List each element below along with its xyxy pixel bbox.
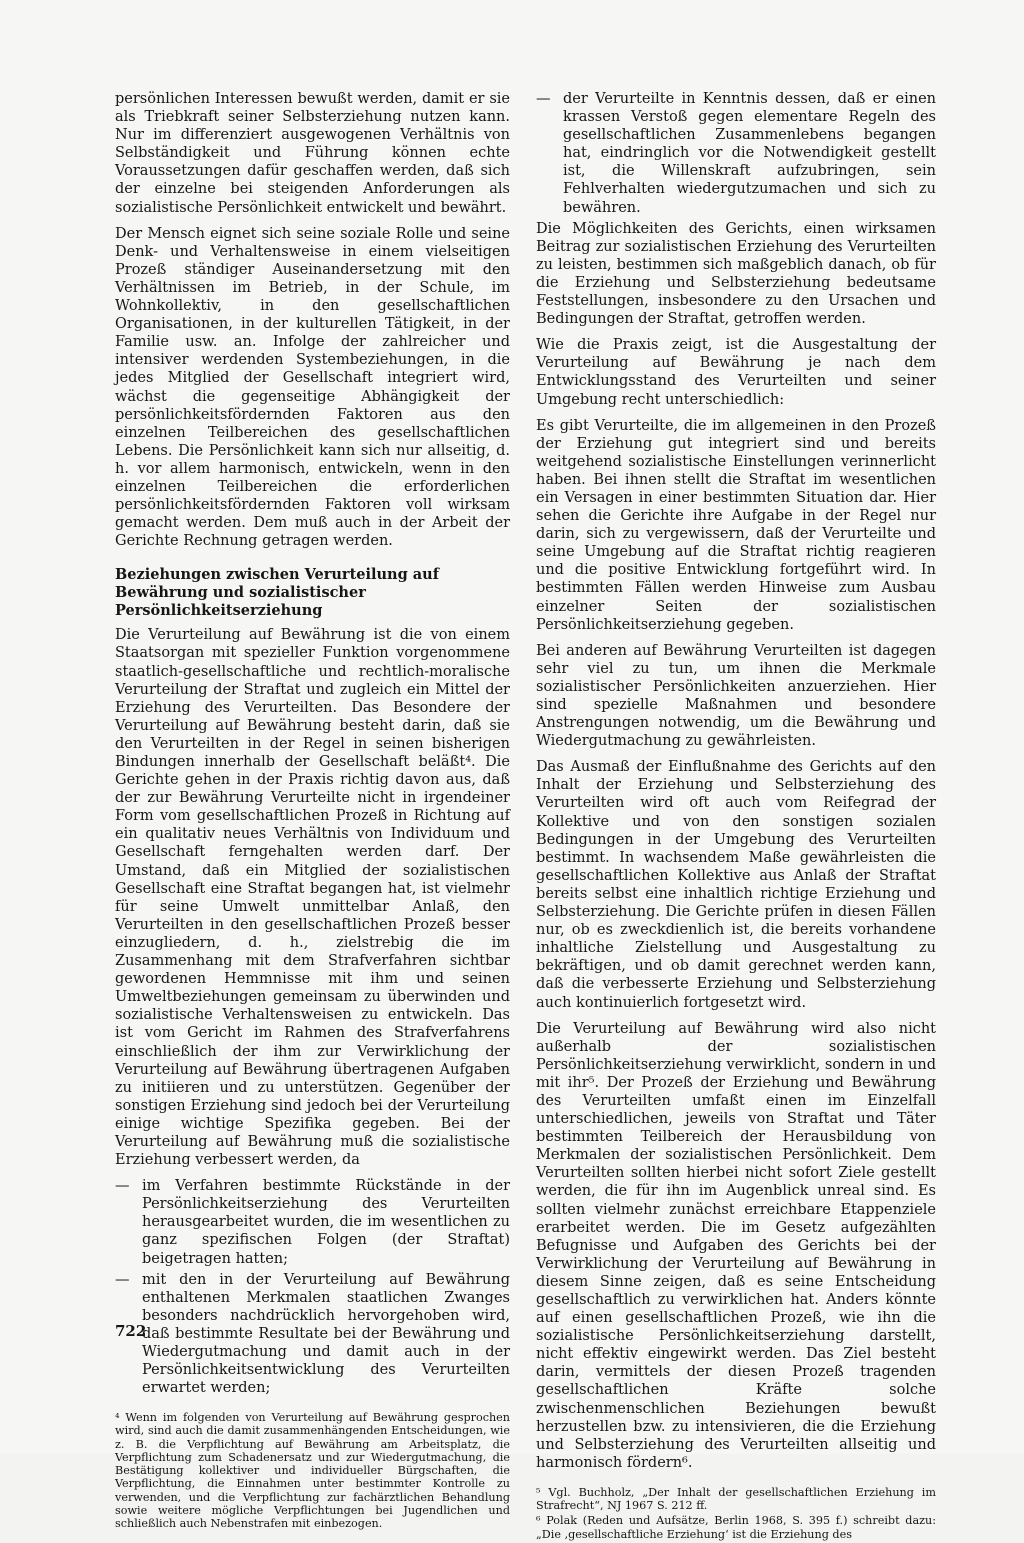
paragraph: Es gibt Verurteilte, die im allgemeinen in den Prozeß der Erziehung gut integriert sind und bereits weitgehend sozialistische Einstellungen verinnerlicht haben. Bei ihnen stellt die Straftat im wesentlichen ein Versagen in einer bestimmten Situation dar. Hier sehen die Gerichte ihre Aufgabe in der Regel nur darin, sich zu vergewissern, daß der Verurteilte und seine Umgebung auf die Straftat richtig reagieren und die positive Entwicklung fortgeführt wird. In bestimmten Fällen werden Hinweise zum Ausbau einzelner Seiten der sozialistischen Persönlichkeitserziehung gegeben.: [536, 417, 936, 633]
dash-marker: —: [115, 1178, 130, 1195]
footnote: ⁴ Wenn im folgenden von Verurteilung auf Bewährung gesprochen wird, sind auch die damit zusammenhängenden Entscheidungen, wie z. B. die Verpflichtung auf Bewährung am Arbeitsplatz, die Verpflichtung zum Schadenersatz und zur Wiedergutmachung, die Bestätigung kollektiver und individueller Bürgschaften, die Verpflichtung, die Einnahmen unter bestimmter Kontrolle zu verwenden, und die Verpflichtung zur fachärztlichen Behandlung sowie weitere mögliche Verpflichtungen bei Jugendlichen und schließlich auch Nebenstrafen mit einbezogen.: [115, 1411, 510, 1530]
footnote: ⁶ Polak (Reden und Aufsätze, Berlin 1968, S. 395 f.) schreibt dazu: „Die ‚gesellschaftliche Erziehung‘ ist die Erziehung des: [536, 1514, 936, 1541]
dash-item-text: mit den in der Verurteilung auf Bewährung enthaltenen Merkmalen staatlichen Zwanges besonders nachdrücklich hervorgehoben wird, daß bestimmte Resultate bei der Bewährung und Wiedergutmachung und damit auch in der Persönlichkeitsentwicklung des Verurteilten erwartet werden;: [142, 1271, 510, 1397]
dash-list-item: [115, 1177, 510, 1267]
paragraph: Der Mensch eignet sich seine soziale Rolle und seine Denk- und Verhaltensweise in einem vielseitigen Prozeß ständiger Auseinandersetzung mit den Verhältnissen im Betrieb, in der Schule, im Wohnkollektiv, in den gesellschaftlichen Organisationen, in der kulturellen Tätigkeit, in der Familie usw. an. Infolge der zahlreicher und intensiver werdenden Systembeziehungen, in die jedes Mitglied der Gesellschaft integriert wird, wächst die gegenseitige Abhängigkeit der persönlichkeitsfördernden Faktoren aus den einzelnen Teilbereichen des gesellschaftlichen Lebens. Die Persönlichkeit kann sich nur allseitig, d. h. vor allem harmonisch, entwickeln, wenn in den einzelnen Teilbereichen die erforderlichen persönlichkeitsfördernden Faktoren voll wirksam gemacht werden. Dem muß auch in der Arbeit der Gerichte Rechnung getragen werden.: [115, 225, 510, 550]
paragraph: Die Verurteilung auf Bewährung wird also nicht außerhalb der sozialistischen Persönlichkeitserziehung verwirklicht, sondern in und mit ihr⁵. Der Prozeß der Erziehung und Bewährung des Verurteilten umfaßt einen im Einzelfall unterschiedlichen, jeweils von Straftat und Täter bestimmten Teilbereich der Herausbildung von Merkmalen der sozialistischen Persönlichkeit. Dem Verurteilten sollten hierbei nicht sofort Ziele gestellt werden, die für ihn im Augenblick unreal sind. Es sollten vielmehr zunächst erreichbare Etappenziele erarbeitet werden. Die im Gesetz aufgezählten Befugnisse und Aufgaben des Gerichts bei der Verwirklichung der Verurteilung auf Bewährung in diesem Sinne zeigen, daß es seine Entscheidung gesellschaftlich zu verwirklichen hat. Anders könnte auf einen gesellschaftlichen Prozeß, wie ihn die sozialistische Persönlichkeitserziehung darstellt, nicht effektiv eingewirkt werden. Das Ziel besteht darin, vermittels der diesen Prozeß tragenden gesellschaftlichen Kräfte solche zwischenmenschlichen Beziehungen bewußt herzustellen bzw. zu intensivieren, die die Erziehung und Selbsterziehung des Verurteilten allseitig und harmonisch fördern⁶.: [536, 1020, 936, 1471]
section-heading: Beziehungen zwischen Verurteilung auf Bewährung und sozialistischer Persönlichkeitserziehung: [115, 566, 439, 620]
paragraph: Das Ausmaß der Einflußnahme des Gerichts auf den Inhalt der Erziehung und Selbsterziehung des Verurteilten wird oft auch vom Reifegrad der Kollektive und von den sonstigen sozialen Bedingungen in der Umgebung des Verurteilten bestimmt. In wachsendem Maße gewährleisten die gesellschaftlichen Kollektive aus Anlaß der Straftat bereits selbst eine inhaltlich richtige Erziehung und Selbsterziehung. Die Gerichte prüfen in diesen Fällen nur, ob es zweckdienlich ist, die bereits vorhandene inhaltliche Zielstellung und Ausgestaltung zu bekräftigen, und ob damit gerechnet werden kann, daß die verbesserte Erziehung und Selbsterziehung auch kontinuierlich fortgesetzt wird.: [536, 759, 936, 1011]
page-number: 722: [115, 1322, 147, 1340]
dash-list-item: [536, 90, 936, 217]
dash-marker: —: [536, 91, 551, 107]
right-column: [536, 90, 936, 1543]
footnote: ⁵ Vgl. Buchholz, „Der Inhalt der gesellschaftlichen Erziehung im Strafrecht“, NJ 1967 S. 212 ff.: [536, 1485, 936, 1513]
dash-item-text: im Verfahren bestimmte Rückstände in der Persönlichkeitserziehung des Verurteilten herausgearbeitet wurden, die im wesentlichen zu ganz spezifischen Folgen (der Straftat) beigetragen hatten;: [142, 1178, 510, 1267]
dash-marker: —: [115, 1271, 130, 1288]
dash-list-item: [115, 1271, 510, 1398]
paragraph: Die Möglichkeiten des Gerichts, einen wirksamen Beitrag zur sozialistischen Erziehung des Verurteilten zu leisten, bestimmen sich maßgeblich danach, ob für die Erziehung und Selbsterziehung bedeutsame Feststellungen, insbesondere zu den Ursachen und Bedingungen der Straftat, getroffen werden.: [536, 220, 936, 328]
footnotes: [115, 1411, 510, 1530]
left-column: [115, 90, 510, 1532]
paragraph: Die Verurteilung auf Bewährung ist die von einem Staatsorgan mit spezieller Funktion vorgenommene staatlich-gesellschaftliche und rechtlich-moralische Verurteilung der Straftat und zugleich ein Mittel der Erziehung des Verurteilten. Das Besondere der Verurteilung auf Bewährung besteht darin, daß sie den Verurteilten in der Regel in seinen bisherigen Bindungen innerhalb der Gesellschaft beläßt⁴. Die Gerichte gehen in der Praxis richtig davon aus, daß der zur Bewährung Verurteilte nicht in irgendeiner Form vom gesellschaftlichen Prozeß in Richtung auf ein qualitativ neues Verhältnis von Individuum und Gesellschaft ferngehalten werden darf. Der Umstand, daß ein Mitglied der sozialistischen Gesellschaft eine Straftat begangen hat, ist vielmehr für seine Umwelt unmittelbar Anlaß, den Verurteilten in den gesellschaftlichen Prozeß besser einzugliedern, d. h., zielstrebig die im Zusammenhang mit dem Strafverfahren sichtbar gewordenen Hemmnisse mit ihm und seinen Umweltbeziehungen gemeinsam zu überwinden und sozialistische Verhaltensweisen zu entwickeln. Das ist vom Gericht im Rahmen des Strafverfahrens einschließlich der ihm zur Verwirklichung der Verurteilung auf Bewährung übertragenen Aufgaben zu initiieren und zu unterstützen. Gegenüber der sonstigen Erziehung sind jedoch bei der Verurteilung einige wichtige Spezifika gegeben. Bei der Verurteilung auf Bewährung muß die sozialistische Erziehung verbessert werden, da: [115, 627, 510, 1169]
paragraph: Bei anderen auf Bewährung Verurteilten ist dagegen sehr viel zu tun, um ihnen die Merkmale sozialistischer Persönlichkeiten anzuerziehen. Hier sind spezielle Maßnahmen und besondere Anstrengungen notwendig, um die Bewährung und Wiedergutmachung zu gewährleisten.: [536, 642, 936, 750]
paragraph: Wie die Praxis zeigt, ist die Ausgestaltung der Verurteilung auf Bewährung je nach dem Entwicklungsstand des Verurteilten und seiner Umgebung recht unterschiedlich:: [536, 337, 936, 408]
dash-item-text: der Verurteilte in Kenntnis dessen, daß er einen krassen Verstoß gegen elementare Regeln des gesellschaftlichen Zusammenlebens begangen hat, eindringlich vor die Notwendigkeit gestellt ist, die Willenskraft aufzubringen, sein Fehlverhalten wiedergutzumachen und sich zu bewähren.: [563, 91, 936, 216]
paragraph: persönlichen Interessen bewußt werden, damit er sie als Triebkraft seiner Selbsterziehung nutzen kann. Nur im differenziert ausgewogenen Verhältnis von Selbständigkeit und Führung können echte Voraussetzungen dafür geschaffen werden, daß sich der einzelne bei steigenden Anforderungen als sozialistische Persönlichkeit entwickelt und bewährt.: [115, 91, 510, 216]
footnotes: [536, 1486, 936, 1541]
